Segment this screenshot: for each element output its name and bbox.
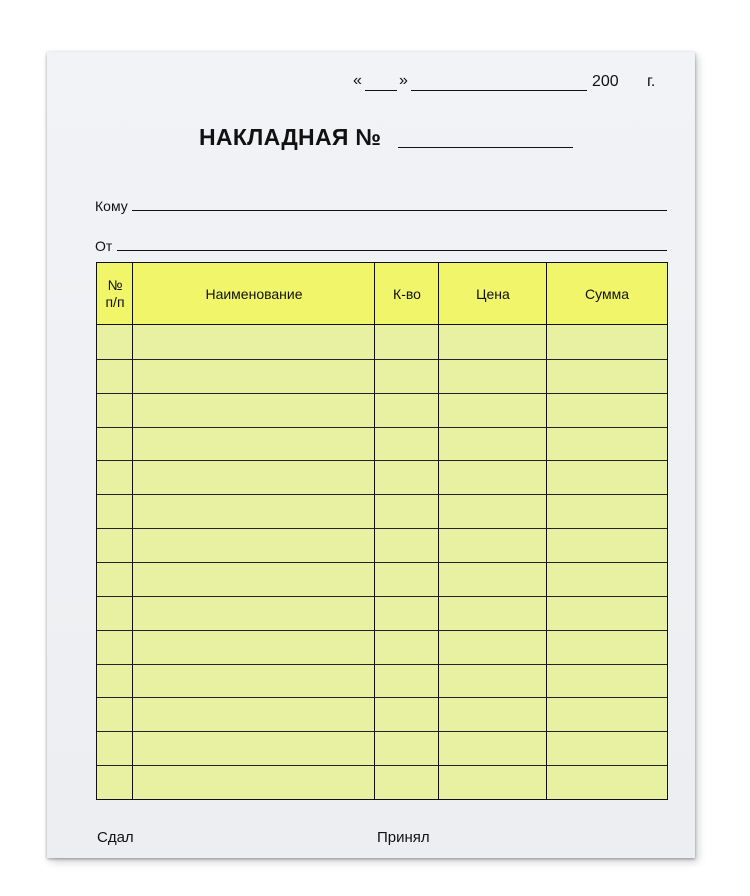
from-blank-line [117,250,667,251]
date-year: 200 [592,73,619,90]
table-row [97,697,667,731]
table-row [97,765,667,799]
table-row [97,562,667,596]
column-header-name: Наименование [205,285,303,302]
table-row [97,528,667,562]
table-row [97,596,667,630]
table-row [97,427,667,461]
column-header-quantity: К-во [393,285,421,302]
table-row [97,325,667,359]
from-label: От [95,238,113,254]
items-table [96,262,668,800]
table-row [97,460,667,494]
to-label: Кому [95,198,128,214]
received-label: Принял [377,829,430,846]
date-close-quote: » [399,72,408,89]
column-header-number-line2: п/п [105,294,125,310]
date-year-suffix: г. [647,73,656,90]
column-header-price: Цена [476,285,510,302]
handed-over-label: Сдал [97,829,134,846]
document-number-blank [398,147,573,148]
table-row [97,630,667,664]
date-open-quote: « [353,72,362,89]
column-header-number-line1: № [107,277,123,293]
table-row [97,731,667,765]
document-title: НАКЛАДНАЯ № [199,124,382,150]
table-row [97,359,667,393]
column-header-number [97,263,133,325]
table-row [97,664,667,698]
table-row [97,393,667,427]
date-day-blank [365,90,397,91]
invoice-form-sheet [47,52,695,858]
table-row [97,494,667,528]
date-month-blank [411,90,587,91]
to-blank-line [132,210,667,211]
column-header-sum: Сумма [585,285,629,302]
